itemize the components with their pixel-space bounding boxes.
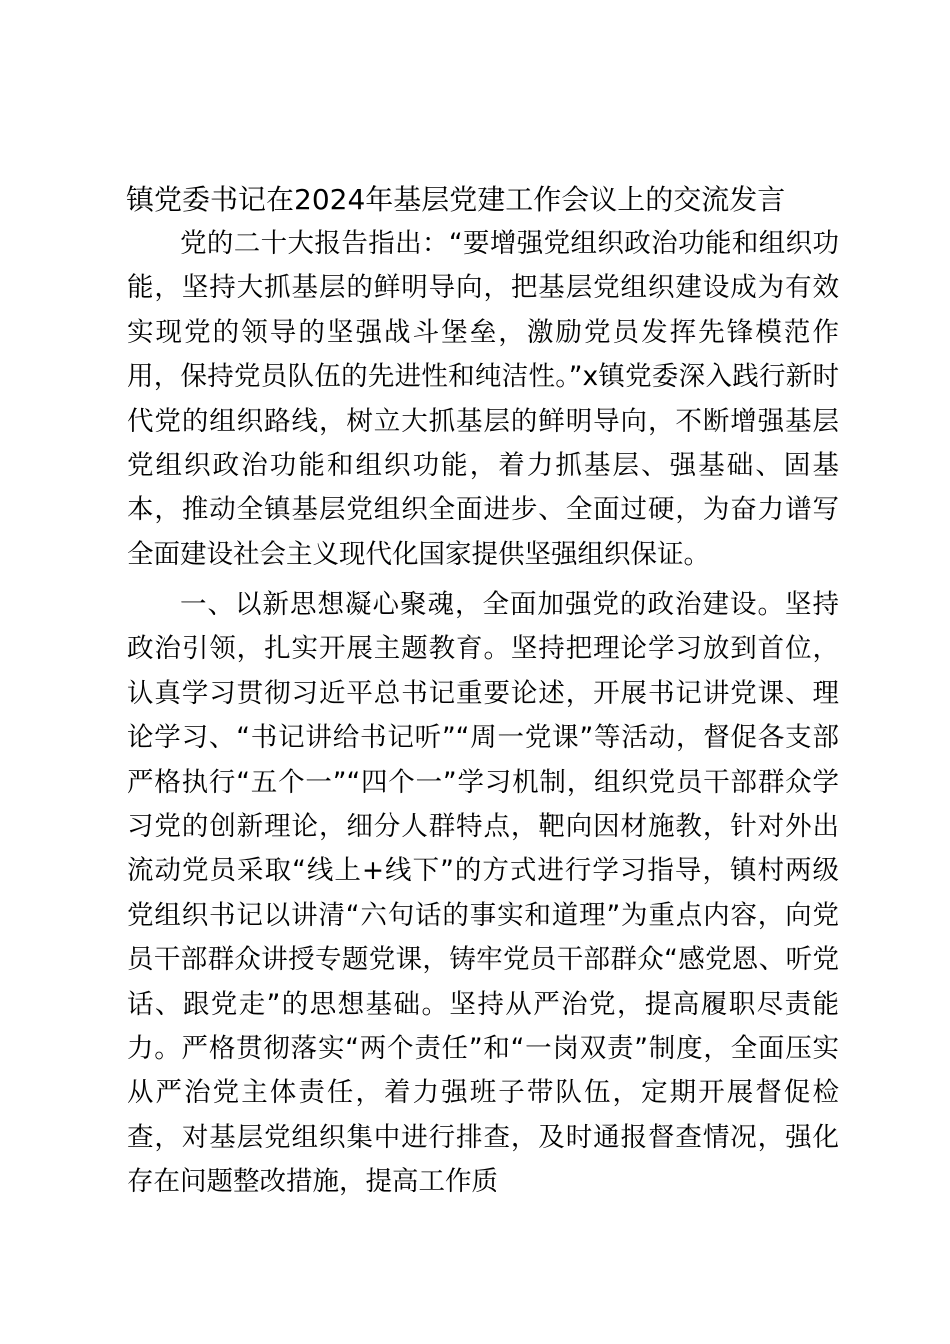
paragraph-intro: 党的二十大报告指出：“要增强党组织政治功能和组织功能，坚持大抓基层的鲜明导向，把基层党组织建设成为有效实现党的领导的坚强战斗堡垒，激励党员发挥先锋模范作用，保持党员队伍的先进性和纯洁性。”x镇党委深入践行新时代党的组织路线，树立大抓基层的鲜明导向，不断增强基层党组织政治功能和组织功能，着力抓基层、强基础、固基本，推动全镇基层党组织全面进步、全面过硬，为奋力谱写全面建设社会主义现代化国家提供坚强组织保证。 (127, 228, 839, 570)
paragraph-section-one: 一、以新思想凝心聚魂，全面加强党的政治建设。坚持政治引领，扎实开展主题教育。坚持把理论学习放到首位，认真学习贯彻习近平总书记重要论述，开展书记讲党课、理论学习、“书记讲给书记听”“周一党课”等活动，督促各支部严格执行“五个一”“四个一”学习机制，组织党员干部群众学习党的创新理论，细分人群特点，靶向因材施教，针对外出流动党员采取“线上+线下”的方式进行学习指导，镇村两级党组织书记以讲清“六句话的事实和道理”为重点内容，向党员干部群众讲授专题党课，铸牢党员干部群众“感党恩、听党话、跟党走”的思想基础。坚持从严治党，提高履职尽责能力。严格贯彻落实“两个责任”和“一岗双责”制度，全面压实从严治党主体责任，着力强班子带队伍，定期开展督促检查，对基层党组织集中进行排查，及时通报督查情况，强化存在问题整改措施，提高工作质 (127, 589, 839, 1198)
document-title: 镇党委书记在2024年基层党建工作会议上的交流发言 (126, 183, 786, 216)
